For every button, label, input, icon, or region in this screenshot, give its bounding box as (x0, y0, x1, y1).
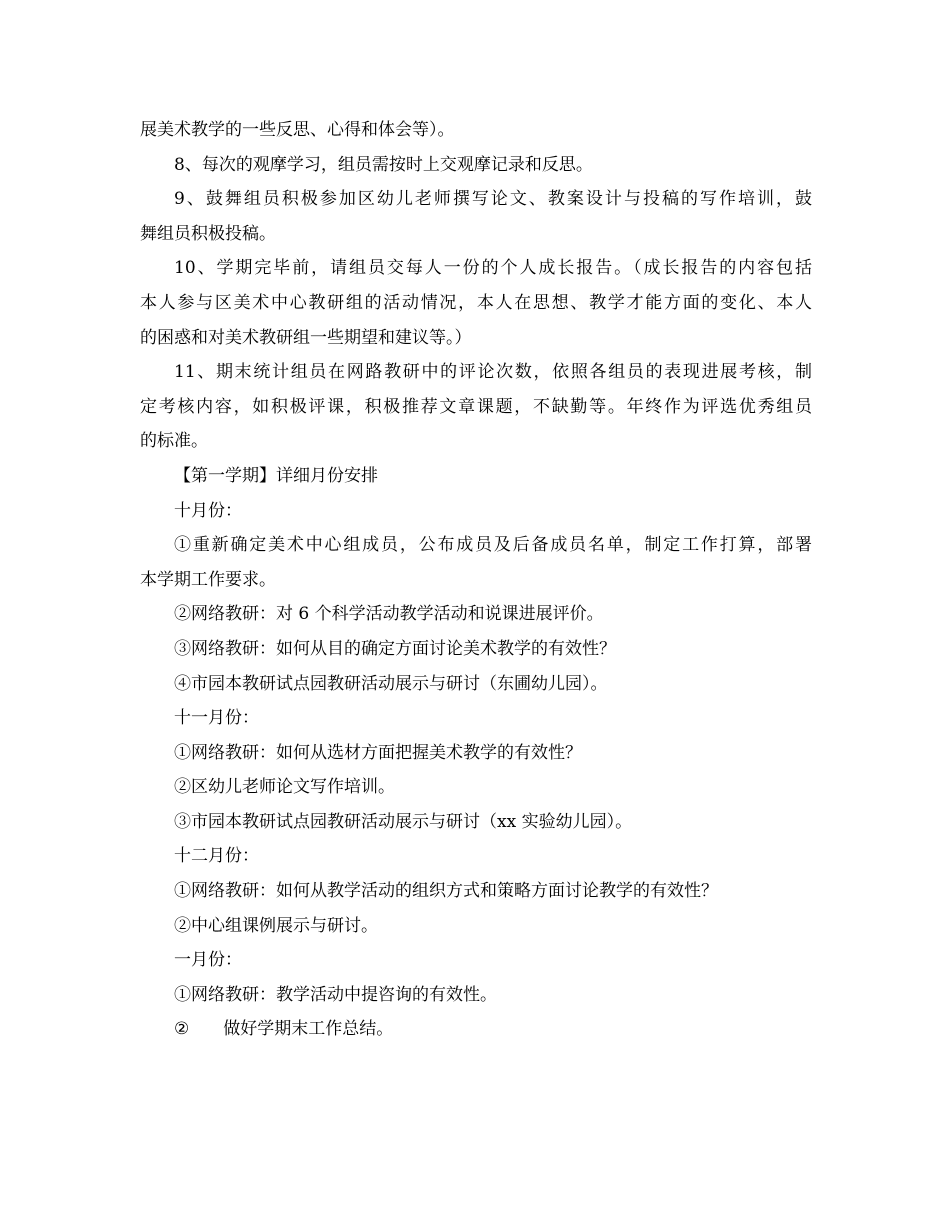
month-heading: 十一月份： (174, 708, 259, 729)
paragraph-line: 11、期末统计组员在网路教研中的评论次数，依照各组员的表现进展考核，制 (174, 362, 812, 383)
paragraph-line: 舞组员积极投稿。 (140, 223, 276, 244)
paragraph-line: 本人参与区美术中心教研组的活动情况，本人在思想、教学才能方面的变化、本人 (140, 292, 812, 313)
paragraph-line: 9、鼓舞组员积极参加区幼儿老师撰写论文、教案设计与投稿的写作培训，鼓 (174, 189, 812, 210)
list-item: ③网络教研：如何从目的确定方面讨论美术教学的有效性？ (174, 638, 616, 659)
section-heading: 【第一学期】详细月份安排 (174, 465, 378, 486)
month-heading: 一月份： (174, 950, 242, 971)
month-heading: 十二月份： (174, 846, 259, 867)
list-item-continuation: 本学期工作要求。 (140, 569, 276, 590)
list-item: ②网络教研：对 6 个科学活动教学活动和说课进展评价。 (174, 604, 604, 625)
paragraph-line: 的困惑和对美术教研组一些期望和建议等。） (140, 327, 472, 348)
month-heading: 十月份： (174, 500, 242, 521)
list-item: ①网络教研：如何从教学活动的组织方式和策略方面讨论教学的有效性？ (174, 881, 718, 902)
list-marker: ② (174, 1019, 190, 1040)
list-item-text: 做好学期末工作总结。 (223, 1019, 394, 1040)
list-item (140, 1012, 812, 1047)
list-item: ①网络教研：如何从选材方面把握美术教学的有效性？ (174, 742, 582, 763)
list-item: ①重新确定美术中心组成员，公布成员及后备成员名单，制定工作打算，部署 (174, 535, 812, 556)
paragraph-line: 8、每次的观摩学习，组员需按时上交观摩记录和反思。 (174, 154, 593, 175)
paragraph-line: 10、学期完毕前，请组员交每人一份的个人成长报告。（成长报告的内容包括 (174, 258, 812, 279)
list-item: ④市园本教研试点园教研活动展示与研讨（东圃幼儿园）。 (174, 673, 608, 694)
paragraph-line: 定考核内容，如积极评课，积极推荐文章课题，不缺勤等。年终作为评选优秀组员 (140, 396, 812, 417)
document-page (140, 113, 812, 1047)
list-item: ①网络教研：教学活动中提咨询的有效性。 (174, 984, 497, 1005)
paragraph-line: 的标准。 (140, 431, 208, 452)
list-item: ②区幼儿老师论文写作培训。 (174, 777, 395, 798)
list-item: ③市园本教研试点园教研活动展示与研讨（xx 实验幼儿园）。 (174, 811, 633, 832)
list-item: ②中心组课例展示与研讨。 (174, 915, 378, 936)
paragraph-line: 展美术教学的一些反思、心得和体会等）。 (140, 120, 455, 140)
